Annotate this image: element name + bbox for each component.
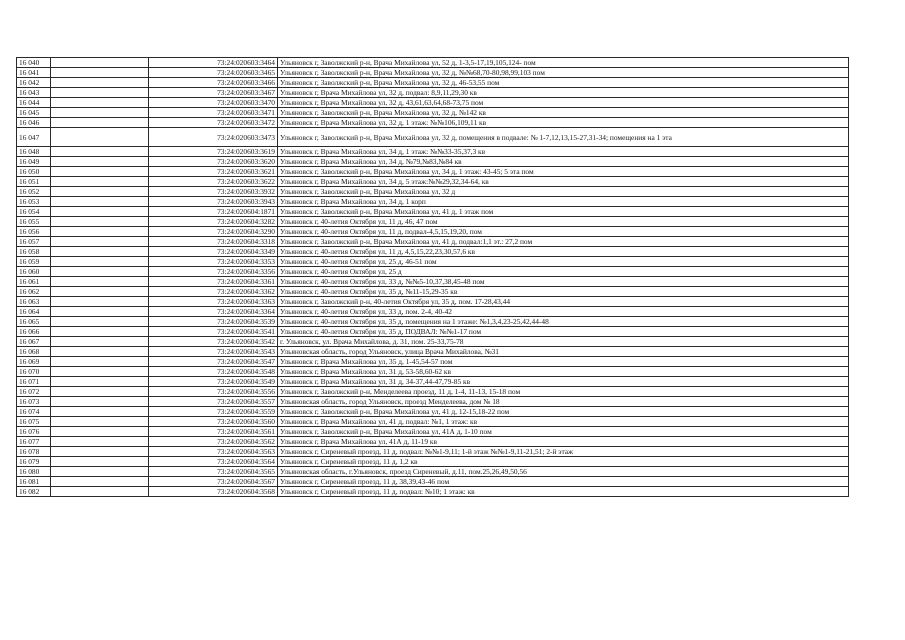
empty-cell (51, 257, 149, 267)
cadastral-number-cell: 73:24:020603:3622 (149, 177, 278, 187)
empty-cell (51, 437, 149, 447)
cadastral-number-cell: 73:24:020604:3363 (149, 297, 278, 307)
empty-cell (51, 307, 149, 317)
cadastral-number-cell: 73:24:020604:3290 (149, 227, 278, 237)
row-number-cell: 16 062 (17, 287, 51, 297)
table-row (17, 477, 849, 487)
cadastral-number-cell: 73:24:020604:3364 (149, 307, 278, 317)
table-row (17, 187, 849, 197)
empty-cell (51, 207, 149, 217)
row-number-cell: 16 068 (17, 347, 51, 357)
empty-cell (51, 98, 149, 108)
table-row (17, 88, 849, 98)
empty-cell (51, 147, 149, 157)
address-cell: Ульяновск г, Врача Михайлова ул, 41 д, подвал: №1, 1 этаж: кв (278, 417, 849, 427)
empty-cell (51, 337, 149, 347)
address-cell: Ульяновск г, Заволжский р-н, Врача Михайлова ул, 41А д, 1-10 пом (278, 427, 849, 437)
address-cell: Ульяновск г, Врача Михайлова ул, 32 д, 1 этаж: №№106,109,11 кв (278, 118, 849, 128)
empty-cell (51, 327, 149, 337)
address-cell: Ульяновск г, Заволжский р-н, Врача Михайлова ул, 32 д, 46-53,55 пом (278, 78, 849, 88)
cadastral-number-cell: 73:24:020603:3621 (149, 167, 278, 177)
table-row (17, 78, 849, 88)
empty-cell (51, 457, 149, 467)
address-cell: Ульяновск г, 40-летия Октября ул, 33 д, пом. 2-4, 40-42 (278, 307, 849, 317)
empty-cell (51, 227, 149, 237)
empty-cell (51, 477, 149, 487)
cadastral-number-cell: 73:24:020604:3541 (149, 327, 278, 337)
table-row (17, 237, 849, 247)
address-cell: Ульяновск г, 40-летия Октября ул, 11 д, подвал-4,5,15,19,20, пом (278, 227, 849, 237)
cadastral-number-cell: 73:24:020603:3472 (149, 118, 278, 128)
empty-cell (51, 68, 149, 78)
cadastral-number-cell: 73:24:020604:3356 (149, 267, 278, 277)
row-number-cell: 16 055 (17, 217, 51, 227)
table-row (17, 297, 849, 307)
address-cell: Ульяновская область, г.Ульяновск, проезд Сиреневый, д.11, пом.25,26,49,50,56 (278, 467, 849, 477)
address-cell: Ульяновск г, 40-летия Октября ул, 25 д (278, 267, 849, 277)
table-row (17, 427, 849, 437)
cadastral-number-cell: 73:24:020603:3467 (149, 88, 278, 98)
row-number-cell: 16 078 (17, 447, 51, 457)
table-row (17, 487, 849, 497)
table-row (17, 417, 849, 427)
cadastral-number-cell: 73:24:020604:3318 (149, 237, 278, 247)
table-row (17, 397, 849, 407)
cadastral-number-cell: 73:24:020603:3620 (149, 157, 278, 167)
address-cell: Ульяновск г, Заволжский р-н, Врача Михайлова ул, 41 д, 12-15,18-22 пом (278, 407, 849, 417)
empty-cell (51, 78, 149, 88)
row-number-cell: 16 082 (17, 487, 51, 497)
empty-cell (51, 287, 149, 297)
table-row (17, 357, 849, 367)
cadastral-number-cell: 73:24:020604:1871 (149, 207, 278, 217)
row-number-cell: 16 076 (17, 427, 51, 437)
table-row (17, 447, 849, 457)
address-cell: Ульяновск г, Заволжский р-н, Врача Михайлова ул, 32 д (278, 187, 849, 197)
cadastral-number-cell: 73:24:020604:3349 (149, 247, 278, 257)
table-row (17, 128, 849, 147)
cadastral-number-cell: 73:24:020603:3470 (149, 98, 278, 108)
row-number-cell: 16 049 (17, 157, 51, 167)
table-row (17, 387, 849, 397)
row-number-cell: 16 043 (17, 88, 51, 98)
row-number-cell: 16 060 (17, 267, 51, 277)
row-number-cell: 16 081 (17, 477, 51, 487)
cadastral-number-cell: 73:24:020603:3466 (149, 78, 278, 88)
row-number-cell: 16 064 (17, 307, 51, 317)
row-number-cell: 16 045 (17, 108, 51, 118)
cadastral-number-cell: 73:24:020603:3473 (149, 128, 278, 147)
cadastral-number-cell: 73:24:020604:3556 (149, 387, 278, 397)
cadastral-number-cell: 73:24:020604:3361 (149, 277, 278, 287)
address-cell: Ульяновск г, Врача Михайлова ул, 34 д, 1 корп (278, 197, 849, 207)
cadastral-number-cell: 73:24:020604:3568 (149, 487, 278, 497)
address-cell: г. Ульяновск, ул. Врача Михайлова, д. 31, пом. 25-33,75-78 (278, 337, 849, 347)
table-row (17, 277, 849, 287)
address-cell: Ульяновск г, 40-летия Октября ул, 35 д, помещения на 1 этаже: №1,3,4,23-25,42,44-48 (278, 317, 849, 327)
empty-cell (51, 297, 149, 307)
empty-cell (51, 177, 149, 187)
table-row (17, 347, 849, 357)
empty-cell (51, 317, 149, 327)
row-number-cell: 16 070 (17, 367, 51, 377)
table-row (17, 217, 849, 227)
row-number-cell: 16 052 (17, 187, 51, 197)
empty-cell (51, 247, 149, 257)
empty-cell (51, 407, 149, 417)
table-row (17, 267, 849, 277)
address-cell: Ульяновск г, Сиреневый проезд, 11 д, подвал: №№1-9,11; 1-й этаж №№1-9,11-21,51; 2-й этаж (278, 447, 849, 457)
row-number-cell: 16 048 (17, 147, 51, 157)
empty-cell (51, 108, 149, 118)
row-number-cell: 16 057 (17, 237, 51, 247)
empty-cell (51, 277, 149, 287)
registry-table-body (17, 58, 849, 497)
table-row (17, 437, 849, 447)
address-cell: Ульяновск г, Врача Михайлова ул, 32 д, подвал: 8,9,11,29,30 кв (278, 88, 849, 98)
row-number-cell: 16 047 (17, 128, 51, 147)
table-row (17, 167, 849, 177)
address-cell: Ульяновск г, Заволжский р-н, Врача Михайлова ул, 41 д, подвал:1,1 эт.: 27,2 пом (278, 237, 849, 247)
address-cell: Ульяновск г, Сиреневый проезд, 11 д, подвал: №10; 1 этаж: кв (278, 487, 849, 497)
empty-cell (51, 88, 149, 98)
empty-cell (51, 157, 149, 167)
empty-cell (51, 167, 149, 177)
registry-table (16, 57, 849, 497)
row-number-cell: 16 053 (17, 197, 51, 207)
row-number-cell: 16 051 (17, 177, 51, 187)
table-row (17, 118, 849, 128)
table-row (17, 457, 849, 467)
cadastral-number-cell: 73:24:020604:3548 (149, 367, 278, 377)
cadastral-number-cell: 73:24:020604:3539 (149, 317, 278, 327)
table-row (17, 257, 849, 267)
address-cell: Ульяновск г, Заволжский р-н, Врача Михайлова ул, 34 д, 1 этаж: 43-45; 5 эта пом (278, 167, 849, 177)
table-row (17, 68, 849, 78)
cadastral-number-cell: 73:24:020603:3619 (149, 147, 278, 157)
row-number-cell: 16 056 (17, 227, 51, 237)
cadastral-number-cell: 73:24:020604:3543 (149, 347, 278, 357)
cadastral-number-cell: 73:24:020604:3353 (149, 257, 278, 267)
row-number-cell: 16 066 (17, 327, 51, 337)
address-cell: Ульяновск г, Врача Михайлова ул, 35 д, 1-45,54-57 пом (278, 357, 849, 367)
cadastral-number-cell: 73:24:020603:3932 (149, 187, 278, 197)
empty-cell (51, 267, 149, 277)
empty-cell (51, 237, 149, 247)
row-number-cell: 16 079 (17, 457, 51, 467)
cadastral-number-cell: 73:24:020604:3282 (149, 217, 278, 227)
address-cell: Ульяновск г, 40-летия Октября ул, 25 д, 46-51 пом (278, 257, 849, 267)
cadastral-number-cell: 73:24:020604:3567 (149, 477, 278, 487)
row-number-cell: 16 042 (17, 78, 51, 88)
row-number-cell: 16 065 (17, 317, 51, 327)
cadastral-number-cell: 73:24:020604:3549 (149, 377, 278, 387)
row-number-cell: 16 080 (17, 467, 51, 477)
address-cell: Ульяновск г, Врача Михайлова ул, 32 д, 43,61,63,64,68-73,75 пом (278, 98, 849, 108)
row-number-cell: 16 041 (17, 68, 51, 78)
empty-cell (51, 377, 149, 387)
table-row (17, 367, 849, 377)
address-cell: Ульяновск г, Врача Михайлова ул, 31 д, 53-58,60-62 кв (278, 367, 849, 377)
cadastral-number-cell: 73:24:020604:3562 (149, 437, 278, 447)
empty-cell (51, 357, 149, 367)
cadastral-number-cell: 73:24:020603:3471 (149, 108, 278, 118)
table-row (17, 108, 849, 118)
table-row (17, 197, 849, 207)
cadastral-number-cell: 73:24:020604:3563 (149, 447, 278, 457)
empty-cell (51, 397, 149, 407)
row-number-cell: 16 072 (17, 387, 51, 397)
table-row (17, 317, 849, 327)
empty-cell (51, 118, 149, 128)
empty-cell (51, 217, 149, 227)
address-cell: Ульяновская область, город Ульяновск, проезд Менделеева, дом № 18 (278, 397, 849, 407)
address-cell: Ульяновск г, Врача Михайлова ул, 34 д, 1 этаж: №№33-35,37,3 кв (278, 147, 849, 157)
row-number-cell: 16 067 (17, 337, 51, 347)
row-number-cell: 16 061 (17, 277, 51, 287)
cadastral-number-cell: 73:24:020603:3464 (149, 58, 278, 68)
table-row (17, 327, 849, 337)
address-cell: Ульяновск г, Врача Михайлова ул, 41А д, 11-19 кв (278, 437, 849, 447)
address-cell: Ульяновск г, 40-летия Октября ул, 35 д, №11-15,29-35 кв (278, 287, 849, 297)
empty-cell (51, 387, 149, 397)
cadastral-number-cell: 73:24:020604:3565 (149, 467, 278, 477)
row-number-cell: 16 063 (17, 297, 51, 307)
address-cell: Ульяновск г, Заволжский р-н, Врача Михайлова ул, 32 д, помещения в подвале: № 1-7,12,13,15-27,31-34; помещения на 1 эта (278, 128, 849, 147)
row-number-cell: 16 075 (17, 417, 51, 427)
row-number-cell: 16 050 (17, 167, 51, 177)
table-row (17, 287, 849, 297)
cadastral-number-cell: 73:24:020604:3557 (149, 397, 278, 407)
address-cell: Ульяновск г, 40-летия Октября ул, 11 д, 46, 47 пом (278, 217, 849, 227)
address-cell: Ульяновская область, город Ульяновск, улица Врача Михайлова, №31 (278, 347, 849, 357)
row-number-cell: 16 071 (17, 377, 51, 387)
row-number-cell: 16 054 (17, 207, 51, 217)
address-cell: Ульяновск г, Заволжский р-н, Менделеева проезд, 11 д, 1-4, 11-13, 15-18 пом (278, 387, 849, 397)
empty-cell (51, 128, 149, 147)
address-cell: Ульяновск г, Заволжский р-н, Врача Михайлова ул, 41 д, 1 этаж пом (278, 207, 849, 217)
address-cell: Ульяновск г, Заволжский р-н, 40-летия Октября ул, 35 д, пом. 17-28,43,44 (278, 297, 849, 307)
table-row (17, 227, 849, 237)
empty-cell (51, 347, 149, 357)
row-number-cell: 16 059 (17, 257, 51, 267)
table-row (17, 307, 849, 317)
cadastral-number-cell: 73:24:020604:3559 (149, 407, 278, 417)
cadastral-number-cell: 73:24:020603:3465 (149, 68, 278, 78)
address-cell: Ульяновск г, Заволжский р-н, Врача Михайлова ул, 32 д, №142 кв (278, 108, 849, 118)
address-cell: Ульяновск г, 40-летия Октября ул, 33 д, №№5-10,37,38,45-48 пом (278, 277, 849, 287)
row-number-cell: 16 040 (17, 58, 51, 68)
table-row (17, 207, 849, 217)
row-number-cell: 16 074 (17, 407, 51, 417)
table-row (17, 467, 849, 477)
address-cell: Ульяновск г, Врача Михайлова ул, 34 д, №79,№83,№84 кв (278, 157, 849, 167)
cadastral-number-cell: 73:24:020604:3362 (149, 287, 278, 297)
address-cell: Ульяновск г, Врача Михайлова ул, 31 д, 34-37,44-47,79-85 кв (278, 377, 849, 387)
cadastral-number-cell: 73:24:020603:3943 (149, 197, 278, 207)
address-cell: Ульяновск г, Заволжский р-н, Врача Михайлова ул, 32 д, №№68,70-80,98,99,103 пом (278, 68, 849, 78)
row-number-cell: 16 044 (17, 98, 51, 108)
table-row (17, 407, 849, 417)
row-number-cell: 16 077 (17, 437, 51, 447)
row-number-cell: 16 046 (17, 118, 51, 128)
empty-cell (51, 447, 149, 457)
address-cell: Ульяновск г, 40-летия Октября ул, 11 д, 4,5,15,22,23,30,57,6 кв (278, 247, 849, 257)
address-cell: Ульяновск г, 40-летия Октября ул, 35 д, ПОДВАЛ: №№1-17 пом (278, 327, 849, 337)
cadastral-number-cell: 73:24:020604:3560 (149, 417, 278, 427)
row-number-cell: 16 073 (17, 397, 51, 407)
empty-cell (51, 467, 149, 477)
table-row (17, 177, 849, 187)
empty-cell (51, 187, 149, 197)
table-row (17, 157, 849, 167)
table-row (17, 247, 849, 257)
cadastral-number-cell: 73:24:020604:3542 (149, 337, 278, 347)
table-row (17, 377, 849, 387)
table-row (17, 337, 849, 347)
table-row (17, 147, 849, 157)
cadastral-number-cell: 73:24:020604:3547 (149, 357, 278, 367)
empty-cell (51, 487, 149, 497)
address-cell: Ульяновск г, Заволжский р-н, Врача Михайлова ул, 52 д, 1-3,5-17,19,105,124- пом (278, 58, 849, 68)
row-number-cell: 16 058 (17, 247, 51, 257)
empty-cell (51, 417, 149, 427)
address-cell: Ульяновск г, Сиреневый проезд, 11 д, 38,39,43-46 пом (278, 477, 849, 487)
address-cell: Ульяновск г, Сиреневый проезд, 11 д, 1,2 кв (278, 457, 849, 467)
empty-cell (51, 197, 149, 207)
cadastral-number-cell: 73:24:020604:3564 (149, 457, 278, 467)
table-row (17, 98, 849, 108)
cadastral-number-cell: 73:24:020604:3561 (149, 427, 278, 437)
empty-cell (51, 367, 149, 377)
table-row (17, 58, 849, 68)
empty-cell (51, 427, 149, 437)
empty-cell (51, 58, 149, 68)
row-number-cell: 16 069 (17, 357, 51, 367)
address-cell: Ульяновск г, Врача Михайлова ул, 34 д, 5 этаж:№№29,32,34-64, кв (278, 177, 849, 187)
